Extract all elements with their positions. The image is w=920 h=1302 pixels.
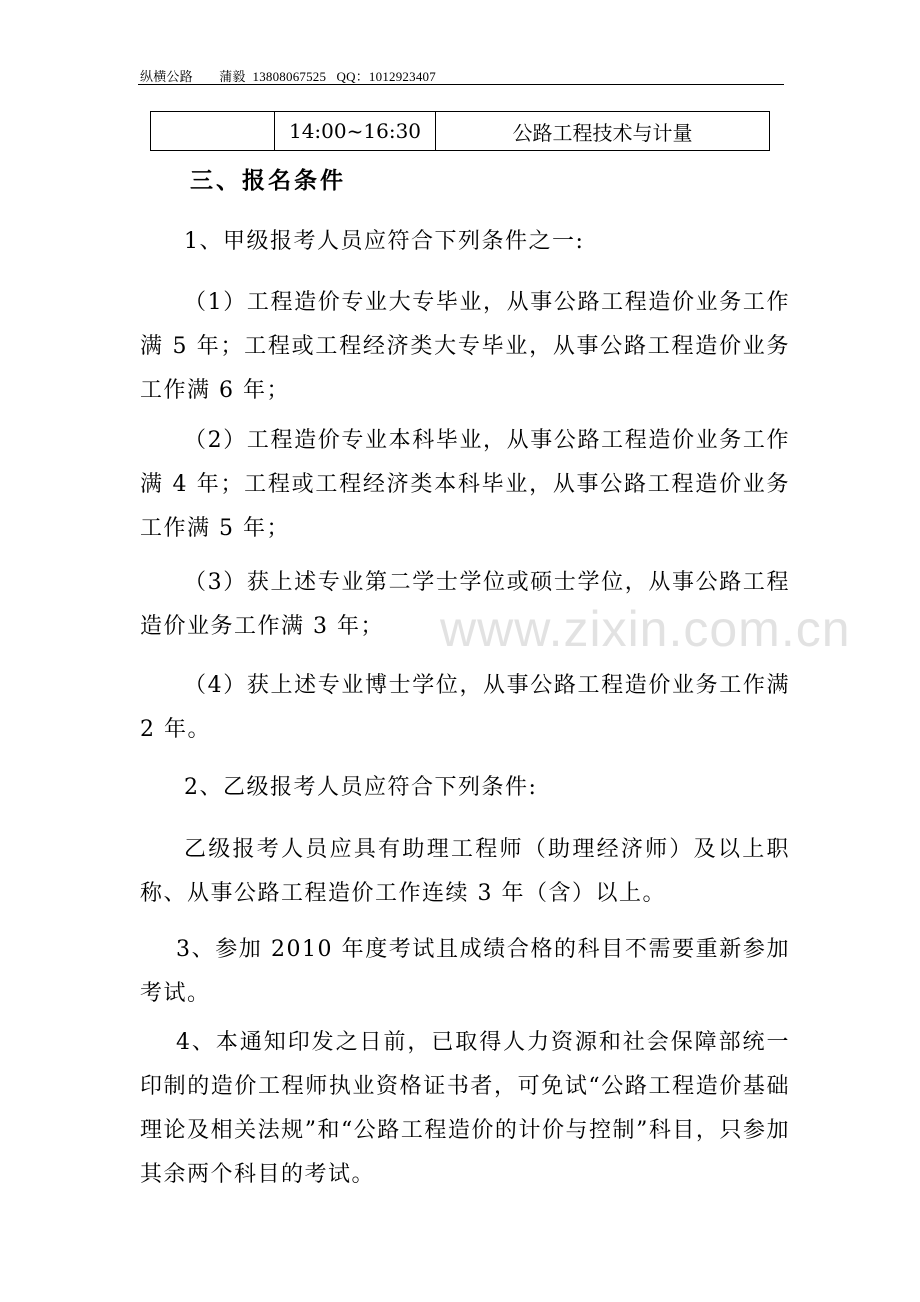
paragraph-grade-b-condition: 乙级报考人员应具有助理工程师（助理经济师）及以上职称、从事公路工程造价工作连续 3 年（含）以上。 — [140, 837, 790, 906]
paragraph-condition-3: （3）获上述专业第二学士学位或硕士学位，从事公路工程造价业务工作满 3 年； — [140, 570, 790, 639]
paragraph-grade-b-intro: 2、乙级报考人员应符合下列条件: — [184, 775, 538, 800]
paragraph-item-3: 3、参加 2010 年度考试且成绩合格的科目不需要重新参加考试。 — [140, 937, 790, 1006]
time-cell: 14:00~16:30 — [275, 112, 436, 151]
subject-cell: 公路工程技术与计量 — [436, 112, 770, 151]
date-cell — [151, 112, 275, 151]
page-header: 纵横公路 蒲毅 13808067525 QQ：1012923407 — [140, 69, 436, 84]
paragraph-item-4: 4、本通知印发之日前，已取得人力资源和社会保障部统一印制的造价工程师执业资格证书者，可免试“公路工程造价基础理论及相关法规”和“公路工程造价的计价与控制”科目，只参加其余两个科目的考试。 — [140, 1030, 790, 1187]
watermark: www.zixin.com.cn — [440, 601, 851, 657]
paragraph-condition-1: （1）工程造价专业大专毕业，从事公路工程造价业务工作满 5 年；工程或工程经济类大专毕业，从事公路工程造价业务工作满 6 年； — [140, 290, 790, 403]
exam-schedule-table — [150, 111, 770, 151]
paragraph-condition-2: （2）工程造价专业本科毕业，从事公路工程造价业务工作满 4 年；工程或工程经济类本科毕业，从事公路工程造价业务工作满 5 年； — [140, 428, 790, 541]
paragraph-grade-a-intro: 1、甲级报考人员应符合下列条件之一: — [184, 229, 585, 254]
paragraph-condition-4: （4）获上述专业博士学位，从事公路工程造价业务工作满 2 年。 — [140, 673, 790, 742]
header-divider — [138, 84, 784, 85]
table-row — [151, 112, 770, 151]
section-heading: 三、报名条件 — [190, 167, 346, 194]
